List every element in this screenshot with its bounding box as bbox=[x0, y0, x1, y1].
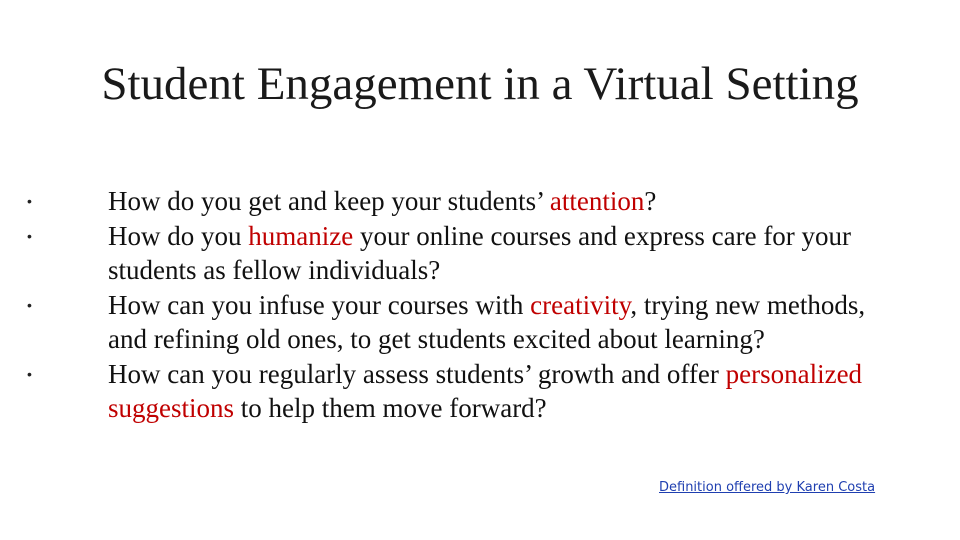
bullet-highlight: attention bbox=[549, 186, 645, 216]
bullet-text: How can you infuse your courses with bbox=[108, 289, 531, 320]
bullet-text: How can you regularly assess students’ growth and offer bbox=[108, 358, 726, 389]
bullet-highlight: humanize bbox=[248, 220, 354, 251]
bullet-item bbox=[27, 288, 908, 357]
bullet-item bbox=[27, 357, 908, 426]
slide-title: Student Engagement in a Virtual Setting bbox=[101, 58, 859, 110]
bullet-text: How do you bbox=[108, 220, 249, 251]
bullet-dot-icon: • bbox=[27, 193, 32, 209]
bullet-item bbox=[27, 184, 908, 219]
bullet-dot-icon: • bbox=[27, 365, 32, 382]
bullet-text: , trying new methods, and refining old ones, to get students excited about learning? bbox=[108, 289, 866, 354]
bullet-dot-icon: • bbox=[27, 296, 32, 313]
credit-link[interactable]: Definition offered by Karen Costa bbox=[659, 480, 876, 495]
bullet-text: How do you get and keep your students’ bbox=[108, 186, 550, 216]
bullet-highlight: personalized suggestions bbox=[108, 358, 863, 423]
bullet-dot-icon: • bbox=[27, 227, 32, 244]
bullet-list bbox=[27, 184, 908, 426]
bullet-item bbox=[27, 219, 908, 288]
bullet-highlight: creativity bbox=[530, 289, 631, 320]
bullet-text: ? bbox=[644, 186, 657, 216]
bullet-text: to help them move forward? bbox=[234, 393, 547, 423]
bullet-text: your online courses and express care for your students as fellow individuals? bbox=[108, 220, 852, 285]
